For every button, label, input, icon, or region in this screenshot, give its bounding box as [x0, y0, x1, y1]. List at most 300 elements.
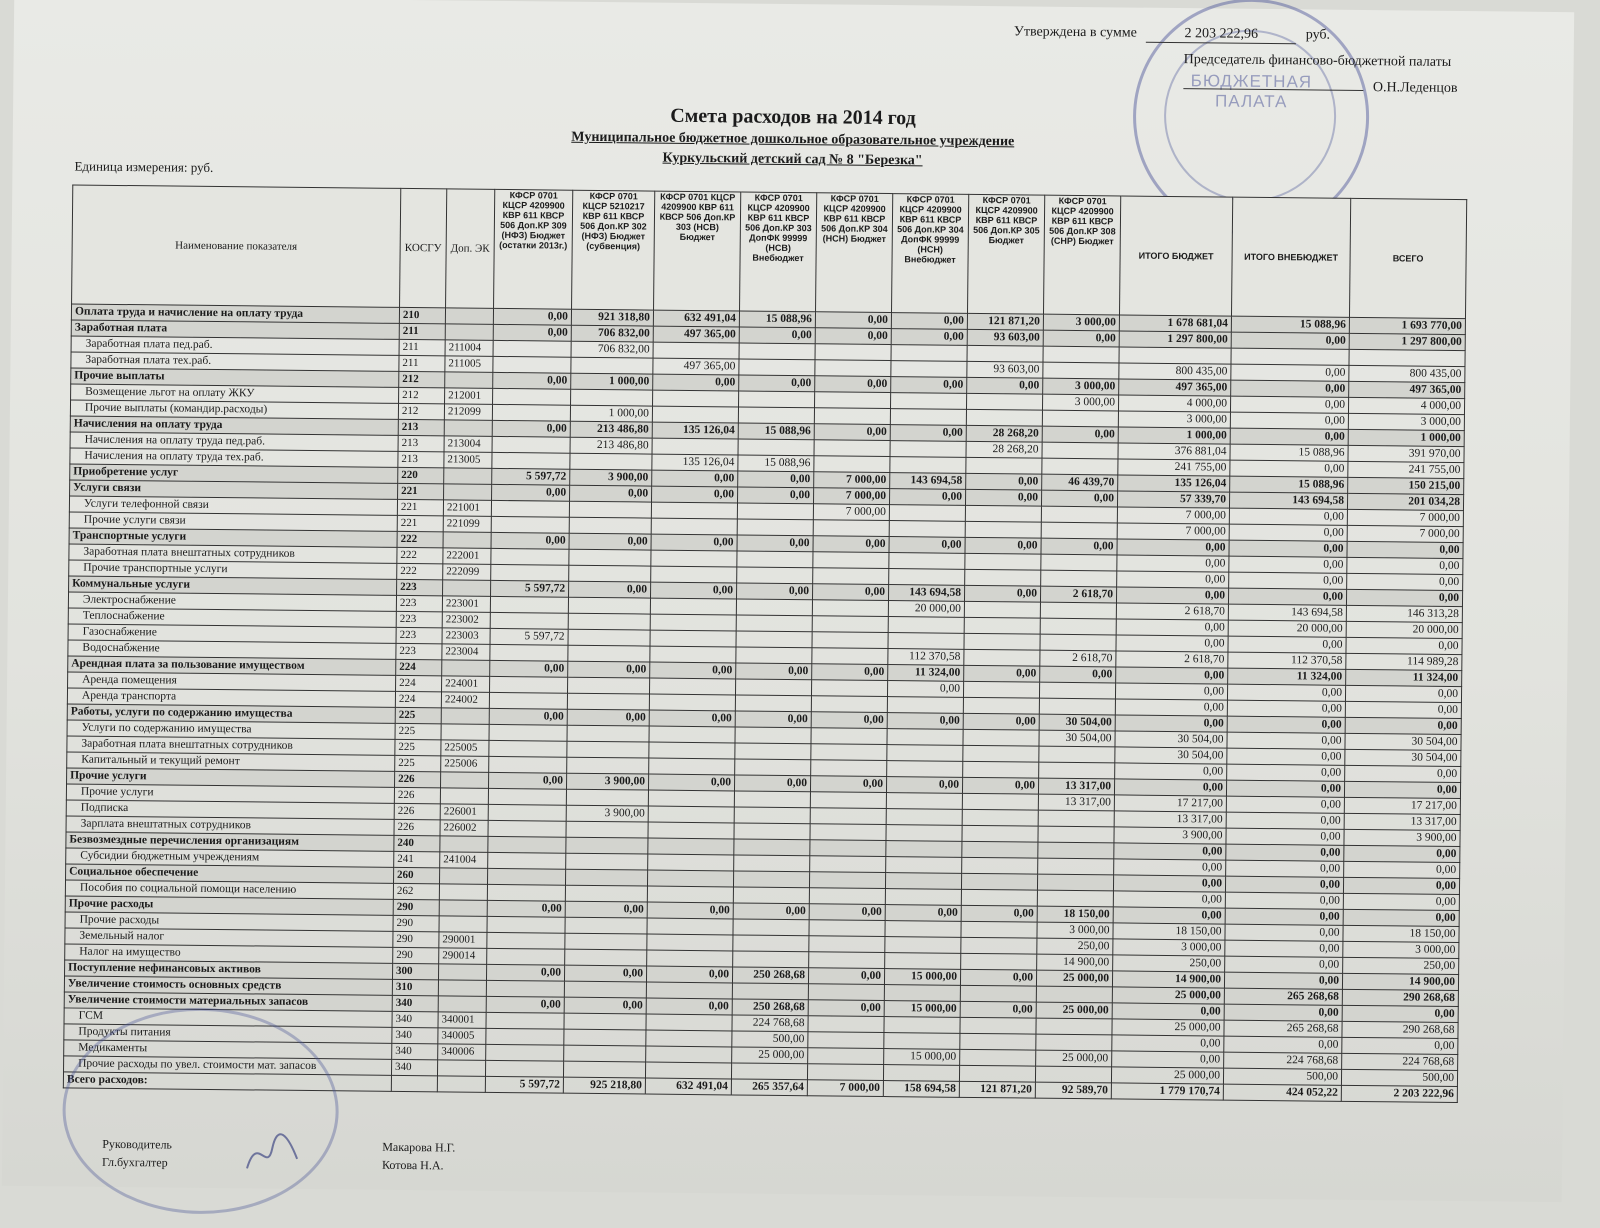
amount-cell: [648, 790, 734, 807]
amount-cell: [890, 457, 966, 474]
amount-cell: 0,00: [1344, 845, 1460, 862]
amount-cell: [1038, 842, 1114, 859]
amount-cell: 112 370,58: [888, 649, 964, 666]
kosgu-cell: 221: [397, 499, 443, 515]
amount-cell: 391 970,00: [1348, 445, 1464, 462]
amount-cell: [814, 440, 890, 457]
amount-cell: [808, 984, 884, 1001]
amount-cell: [489, 724, 567, 741]
amount-cell: [647, 934, 733, 951]
amount-cell: 250,00: [1343, 957, 1459, 974]
amount-cell: 0,00: [1116, 587, 1228, 604]
amount-cell: [962, 825, 1038, 842]
amount-cell: 135 126,04: [1118, 475, 1230, 492]
row-name-cell: Прочие транспортные услуги: [69, 560, 397, 579]
amount-cell: [488, 820, 566, 837]
amount-cell: 3 900,00: [566, 805, 648, 822]
amount-cell: [1349, 349, 1465, 366]
table-header-row: [72, 185, 1467, 319]
amount-cell: [811, 696, 887, 713]
amount-cell: [964, 601, 1040, 618]
amount-cell: 0,00: [647, 902, 733, 919]
dopek-cell: [445, 372, 493, 389]
amount-cell: [735, 695, 811, 712]
amount-cell: 0,00: [890, 425, 966, 442]
amount-cell: [651, 518, 737, 535]
kosgu-cell: 224: [395, 691, 441, 707]
amount-cell: 0,00: [1342, 1005, 1458, 1022]
dopek-cell: 224001: [442, 676, 490, 693]
amount-cell: 0,00: [1225, 892, 1343, 909]
amount-cell: [646, 1046, 732, 1063]
kosgu-cell: 224: [396, 659, 442, 675]
amount-cell: 0,00: [1226, 812, 1344, 829]
dopek-cell: [444, 420, 492, 437]
amount-cell: [564, 1045, 646, 1062]
kosgu-cell: 290: [393, 931, 439, 947]
amount-cell: [812, 648, 888, 665]
amount-cell: 25 000,00: [1112, 987, 1224, 1004]
amount-cell: 0,00: [1224, 1004, 1342, 1021]
kosgu-cell: 310: [392, 979, 438, 995]
dopek-cell: [438, 996, 486, 1013]
dopek-cell: [445, 324, 493, 341]
amount-cell: 0,00: [651, 534, 737, 551]
amount-cell: 0,00: [964, 665, 1040, 682]
kosgu-cell: [391, 1075, 437, 1091]
amount-cell: [487, 916, 565, 933]
amount-cell: 497 365,00: [653, 326, 739, 343]
amount-cell: [965, 569, 1041, 586]
amount-cell: [1035, 1066, 1111, 1083]
amount-cell: [807, 1064, 883, 1081]
amount-cell: 0,00: [1115, 763, 1227, 780]
amount-cell: [739, 359, 815, 376]
amount-cell: [887, 761, 963, 778]
kosgu-cell: 340: [392, 1027, 438, 1043]
amount-cell: [960, 1033, 1036, 1050]
amount-cell: 0,00: [1228, 588, 1346, 605]
kosgu-cell: 223: [396, 611, 442, 627]
document-sheet: [2, 0, 1574, 1202]
amount-cell: 0,00: [811, 712, 887, 729]
amount-cell: [738, 439, 814, 456]
row-name-cell: Земельный налог: [65, 928, 393, 947]
amount-cell: 7 000,00: [1347, 509, 1463, 526]
amount-cell: [653, 342, 739, 359]
amount-cell: [733, 871, 809, 888]
dopek-cell: 223002: [442, 612, 490, 629]
amount-cell: [889, 569, 965, 586]
amount-cell: 30 504,00: [1039, 714, 1115, 731]
amount-cell: 0,00: [812, 584, 888, 601]
amount-cell: 224 768,68: [1342, 1053, 1458, 1070]
amount-cell: 0,00: [1116, 635, 1228, 652]
amount-cell: [1039, 682, 1115, 699]
amount-cell: 0,00: [1231, 364, 1349, 381]
amount-cell: 0,00: [569, 533, 651, 550]
amount-cell: [891, 345, 967, 362]
amount-cell: 0,00: [812, 664, 888, 681]
stamp-text-1: БЮДЖЕТНАЯ: [1190, 71, 1313, 92]
row-name-cell: Водоснабжение: [68, 640, 396, 659]
amount-cell: 14 900,00: [1037, 954, 1113, 971]
amount-cell: 0,00: [738, 471, 814, 488]
amount-cell: [962, 841, 1038, 858]
amount-cell: 3 000,00: [1118, 411, 1230, 428]
kosgu-cell: 212: [399, 371, 445, 387]
amount-cell: [649, 694, 735, 711]
amount-cell: 5 597,72: [492, 468, 570, 485]
amount-cell: 0,00: [489, 772, 567, 789]
amount-cell: [652, 406, 738, 423]
amount-cell: 0,00: [491, 532, 569, 549]
row-name-cell: Подписка: [66, 800, 394, 819]
amount-cell: [653, 390, 739, 407]
amount-cell: 3 900,00: [570, 469, 652, 486]
amount-cell: 497 365,00: [1349, 381, 1465, 398]
amount-cell: [486, 1044, 564, 1061]
row-name-cell: Транспортные услуги: [69, 528, 397, 547]
amount-cell: [652, 438, 738, 455]
row-name-cell: Увеличение стоимость основных средств: [64, 976, 392, 995]
amount-cell: [812, 616, 888, 633]
amount-cell: [492, 404, 570, 421]
amount-cell: [812, 600, 888, 617]
amount-cell: 0,00: [564, 965, 646, 982]
amount-cell: 7 000,00: [1117, 507, 1229, 524]
amount-cell: [565, 869, 647, 886]
dopek-cell: 222001: [443, 548, 491, 565]
amount-cell: [1042, 458, 1118, 475]
amount-cell: [493, 356, 571, 373]
amount-cell: 0,00: [965, 537, 1041, 554]
row-name-cell: Медикаменты: [64, 1040, 392, 1059]
amount-cell: 0,00: [1226, 828, 1344, 845]
amount-cell: [737, 567, 813, 584]
amount-cell: 17 217,00: [1344, 797, 1460, 814]
amount-cell: 1 297 800,00: [1119, 331, 1231, 348]
amount-cell: 25 000,00: [1036, 1002, 1112, 1019]
amount-cell: [567, 757, 649, 774]
kosgu-cell: 240: [394, 835, 440, 851]
amount-cell: [734, 855, 810, 872]
amount-cell: 0,00: [1346, 589, 1462, 606]
amount-cell: [646, 1014, 732, 1031]
amount-cell: [885, 921, 961, 938]
amount-cell: 241 755,00: [1348, 461, 1464, 478]
amount-cell: [735, 727, 811, 744]
amount-cell: [569, 549, 651, 566]
amount-cell: 0,00: [961, 905, 1037, 922]
amount-cell: 290 268,68: [1342, 1021, 1458, 1038]
amount-cell: [737, 503, 813, 520]
amount-cell: [736, 631, 812, 648]
amount-cell: 158 694,58: [883, 1081, 959, 1098]
row-name-cell: Поступление нефинансовых активов: [65, 960, 393, 979]
approval-currency: руб.: [1305, 27, 1331, 43]
amount-cell: 57 339,70: [1117, 491, 1229, 508]
amount-cell: 1 297 800,00: [1349, 333, 1465, 350]
amount-cell: 2 618,70: [1116, 603, 1228, 620]
amount-cell: 3 000,00: [1042, 394, 1118, 411]
amount-cell: [733, 887, 809, 904]
amount-cell: [488, 852, 566, 869]
amount-cell: [733, 951, 809, 968]
amount-cell: 0,00: [565, 901, 647, 918]
amount-cell: 0,00: [648, 774, 734, 791]
kosgu-cell: 212: [398, 403, 444, 419]
amount-cell: [489, 756, 567, 773]
amount-cell: 0,00: [1345, 765, 1461, 782]
amount-cell: 0,00: [1227, 764, 1345, 781]
amount-cell: [810, 824, 886, 841]
amount-cell: [812, 632, 888, 649]
amount-cell: 15 000,00: [884, 1001, 960, 1018]
kosgu-cell: 226: [394, 803, 440, 819]
amount-cell: 0,00: [568, 661, 650, 678]
amount-cell: 3 000,00: [1043, 378, 1119, 395]
kosgu-cell: 226: [394, 819, 440, 835]
amount-cell: 0,00: [1229, 508, 1347, 525]
amount-cell: [960, 1017, 1036, 1034]
amount-cell: [487, 948, 565, 965]
amount-cell: 0,00: [808, 1000, 884, 1017]
row-name-cell: Пособия по социальной помощи населению: [65, 880, 393, 899]
kosgu-cell: 340: [392, 995, 438, 1011]
amount-cell: 0,00: [960, 969, 1036, 986]
amount-cell: [567, 725, 649, 742]
amount-cell: 14 900,00: [1112, 971, 1224, 988]
amount-cell: [571, 357, 653, 374]
amount-cell: 3 000,00: [1113, 939, 1225, 956]
amount-cell: 114 989,28: [1346, 653, 1462, 670]
amount-cell: 3 000,00: [1037, 922, 1113, 939]
amount-cell: [963, 761, 1039, 778]
amount-cell: [651, 566, 737, 583]
header-name: Наименование показателя: [72, 185, 401, 307]
amount-cell: 0,00: [1224, 972, 1342, 989]
kosgu-cell: 223: [396, 643, 442, 659]
row-name-cell: Прочие услуги связи: [69, 512, 397, 531]
amount-cell: [1119, 347, 1231, 364]
amount-cell: 632 491,04: [645, 1078, 731, 1095]
row-name-cell: Всего расходов:: [63, 1072, 391, 1091]
amount-cell: [733, 935, 809, 952]
amount-cell: 1 000,00: [1118, 427, 1230, 444]
amount-cell: [646, 982, 732, 999]
dopek-cell: 212001: [445, 388, 493, 405]
amount-cell: 0,00: [1112, 1003, 1224, 1020]
amount-cell: [1042, 442, 1118, 459]
amount-cell: [647, 870, 733, 887]
amount-cell: [809, 936, 885, 953]
amount-cell: 424 052,22: [1223, 1084, 1341, 1101]
amount-cell: [962, 793, 1038, 810]
amount-cell: [490, 676, 568, 693]
amount-cell: 0,00: [1041, 538, 1117, 555]
kosgu-cell: 223: [396, 595, 442, 611]
amount-cell: 0,00: [962, 777, 1038, 794]
amount-cell: 497 365,00: [1119, 379, 1231, 396]
amount-cell: 0,00: [564, 997, 646, 1014]
accountant-label: Гл.бухгалтер: [101, 1154, 168, 1170]
dopek-cell: [439, 916, 487, 933]
amount-cell: 0,00: [651, 582, 737, 599]
kosgu-cell: 213: [398, 451, 444, 467]
amount-cell: 0,00: [1229, 572, 1347, 589]
amount-cell: [966, 457, 1042, 474]
row-name-cell: Начисления на оплату труда тех.раб.: [70, 448, 398, 467]
amount-cell: [889, 553, 965, 570]
amount-cell: [961, 921, 1037, 938]
kosgu-cell: 290: [393, 899, 439, 915]
amount-cell: 20 000,00: [1346, 621, 1462, 638]
amount-cell: 224 768,68: [1224, 1052, 1342, 1069]
kosgu-cell: 210: [399, 307, 445, 323]
amount-cell: 0,00: [739, 375, 815, 392]
amount-cell: 0,00: [1347, 541, 1463, 558]
amount-cell: [563, 1061, 645, 1078]
amount-cell: 0,00: [1226, 844, 1344, 861]
amount-cell: [1038, 810, 1114, 827]
amount-cell: [735, 679, 811, 696]
amount-cell: 0,00: [649, 710, 735, 727]
amount-cell: 0,00: [739, 327, 815, 344]
amount-cell: [813, 552, 889, 569]
amount-cell: 0,00: [1229, 540, 1347, 557]
head-label: Руководитель: [102, 1136, 173, 1152]
row-name-cell: Арендная плата за пользование имуществом: [68, 656, 396, 675]
amount-cell: 15 088,96: [738, 423, 814, 440]
dopek-cell: [441, 772, 489, 789]
amount-cell: 0,00: [1042, 426, 1118, 443]
kosgu-cell: 225: [395, 739, 441, 755]
amount-cell: [568, 677, 650, 694]
amount-cell: [808, 1016, 884, 1033]
dopek-cell: [440, 788, 488, 805]
dopek-cell: 340001: [438, 1012, 486, 1029]
amount-cell: [736, 647, 812, 664]
amount-cell: 0,00: [1040, 666, 1116, 683]
kosgu-cell: 223: [397, 579, 443, 595]
header-col-6: КФСР 0701 КЦСР 4209900 КВР 611 КВСР 506 Доп.КР 304 ДопФК 99999 (НСН) Внебюджет: [892, 194, 969, 314]
amount-cell: 2 618,70: [1040, 586, 1116, 603]
amount-cell: 0,00: [1230, 460, 1348, 477]
amount-cell: [809, 888, 885, 905]
amount-cell: [809, 872, 885, 889]
amount-cell: [963, 729, 1039, 746]
amount-cell: [1042, 410, 1118, 427]
amount-cell: [810, 808, 886, 825]
amount-cell: 15 000,00: [884, 1049, 960, 1066]
row-name-cell: Газоснабжение: [68, 624, 396, 643]
amount-cell: 14 900,00: [1342, 973, 1458, 990]
amount-cell: [648, 838, 734, 855]
amount-cell: [884, 985, 960, 1002]
amount-cell: [736, 615, 812, 632]
amount-cell: 0,00: [1113, 907, 1225, 924]
amount-cell: 0,00: [1041, 490, 1117, 507]
stamp-text-2: ПАЛАТА: [1214, 91, 1288, 112]
amount-cell: 632 491,04: [653, 310, 739, 327]
amount-cell: [963, 697, 1039, 714]
kosgu-cell: 220: [398, 467, 444, 483]
amount-cell: 25 000,00: [1111, 1067, 1223, 1084]
amount-cell: 0,00: [1228, 636, 1346, 653]
amount-cell: [649, 726, 735, 743]
amount-cell: [737, 551, 813, 568]
amount-cell: 112 370,58: [1228, 652, 1346, 669]
amount-cell: [1043, 362, 1119, 379]
amount-cell: [810, 856, 886, 873]
amount-cell: 925 218,80: [563, 1077, 645, 1094]
row-name-cell: Услуги связи: [70, 480, 398, 499]
amount-cell: [490, 612, 568, 629]
amount-cell: [961, 873, 1037, 890]
amount-cell: 0,00: [1343, 877, 1459, 894]
row-name-cell: Прочие выплаты (командир.расходы): [70, 400, 398, 419]
amount-cell: 143 694,58: [888, 585, 964, 602]
row-name-cell: Заработная плата внештатных сотрудников: [67, 736, 395, 755]
dopek-cell: 226002: [440, 820, 488, 837]
amount-cell: [888, 617, 964, 634]
amount-cell: 15 000,00: [884, 969, 960, 986]
amount-cell: [961, 953, 1037, 970]
amount-cell: 121 871,20: [967, 313, 1043, 330]
kosgu-cell: 300: [392, 963, 438, 979]
amount-cell: 1 678 681,04: [1119, 315, 1231, 332]
approval-block: [1013, 24, 1458, 107]
amount-cell: 0,00: [493, 324, 571, 341]
amount-cell: 0,00: [1231, 332, 1349, 349]
amount-cell: [566, 821, 648, 838]
approval-amount: 2 203 222,96: [1146, 26, 1296, 45]
amount-cell: [565, 949, 647, 966]
amount-cell: 20 000,00: [888, 601, 964, 618]
amount-cell: 0,00: [567, 709, 649, 726]
amount-cell: 250,00: [1113, 955, 1225, 972]
amount-cell: [650, 598, 736, 615]
amount-cell: [566, 837, 648, 854]
dopek-cell: [439, 868, 487, 885]
amount-cell: 20 000,00: [1228, 620, 1346, 637]
amount-cell: [810, 792, 886, 809]
kosgu-cell: 211: [399, 323, 445, 339]
row-name-cell: ГСМ: [64, 1008, 392, 1027]
row-name-cell: Зарплата внештатных сотрудников: [66, 816, 394, 835]
amount-cell: [964, 649, 1040, 666]
row-name-cell: Налог на имущество: [65, 944, 393, 963]
amount-cell: 5 597,72: [491, 580, 569, 597]
amount-cell: 30 504,00: [1345, 749, 1461, 766]
header-col-8: КФСР 0701 КЦСР 4209900 КВР 611 КВСР 506 Доп.КР 308 (СНР) Бюджет: [1043, 195, 1120, 315]
amount-cell: [1041, 506, 1117, 523]
amount-cell: 0,00: [1226, 860, 1344, 877]
amount-cell: 0,00: [1230, 428, 1348, 445]
amount-cell: 800 435,00: [1119, 363, 1231, 380]
amount-cell: [491, 564, 569, 581]
amount-cell: 0,00: [1116, 667, 1228, 684]
amount-cell: [565, 885, 647, 902]
amount-cell: 0,00: [1115, 699, 1227, 716]
amount-cell: 0,00: [886, 777, 962, 794]
dopek-cell: 221001: [443, 500, 491, 517]
amount-cell: [485, 1060, 563, 1077]
dopek-cell: 226001: [440, 804, 488, 821]
dopek-cell: [437, 1060, 485, 1077]
amount-cell: 0,00: [815, 312, 891, 329]
